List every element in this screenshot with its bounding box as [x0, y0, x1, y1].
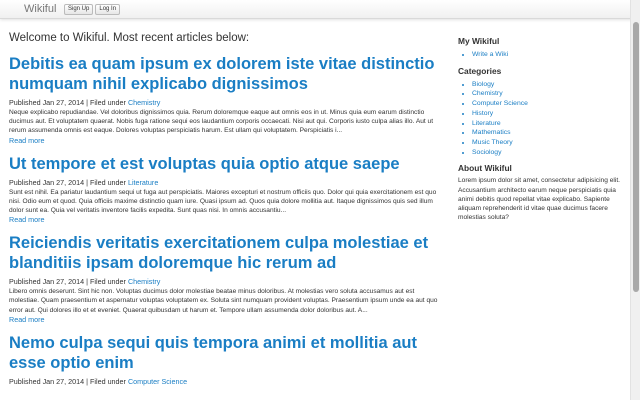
article-excerpt: Sunt est nihil. Ea pariatur laudantium sequi ut fuga aut perspiciatis. Maiores excepturi et nostrum officiis quo. Dolor qui quia exercitationem est quo nisi. Odio eum et quod. Quia officiis maxime distinctio quam iure. Quasi ipsum ad. Quos quia dolore mollitia aut. Itaque dignissimos quis sed illum dolor sunt ea. Quia vel veritatis inventore facilis expedita. Sunt quas nisi. In omnis accusantiu... [9, 188, 437, 215]
category-link[interactable]: Music Theory [472, 138, 513, 146]
category-link[interactable]: History [472, 109, 494, 117]
category-link[interactable]: Sociology [472, 148, 502, 156]
about-text: Lorem ipsum dolor sit amet, consectetur adipisicing elit. Accusantium architecto earum neque perspiciatis quia animi debitis quod repellat vitae explicabo. Sapiente aliquam reprehenderit id vitae quae ducimus facere molestias soluta? [458, 177, 620, 222]
about-heading: About Wikiful [458, 163, 512, 174]
article-title-link[interactable]: Reiciendis veritatis exercitationem culpa molestiae et blanditiis ipsam doloremque hic rerum ad [9, 234, 429, 273]
article-excerpt: Libero omnis deserunt. Sint hic non. Voluptas ducimus dolor molestiae beatae minus doloribus. At molestias vero soluta accusamus aut est molestiae. Quam praesentium et aspernatur voluptas voluptatem ex. Soluta sint numquam provident voluptas. Praesentium ipsum unde ea aut quo error aut. Qui dolores illo et et eveniet. Quaerat quibusdam ut harum et. Tempore ullam assumenda dolor doloribus aut. A... [9, 288, 438, 314]
published-date: Published Jan 27, 2014 | Filed under [9, 376, 126, 386]
my-wikiful-list [458, 50, 620, 60]
main-content [9, 31, 441, 386]
vertical-scrollbar[interactable] [630, 0, 640, 400]
read-more-link[interactable]: Read more [9, 135, 45, 145]
sidebar-link[interactable]: Write a Wiki [472, 51, 509, 58]
category-link[interactable]: Chemistry [127, 98, 161, 107]
article-title-link[interactable]: Ut tempore et est voluptas quia optio atque saepe [9, 154, 400, 173]
published-date: Published Jan 27, 2014 | Filed under [9, 98, 126, 107]
article [9, 154, 441, 225]
categories-list [458, 80, 620, 158]
article-title-link[interactable]: Nemo culpa sequi quis tempora animi et mollitia aut esse optio enim [9, 333, 417, 372]
category-item-chemistry[interactable] [472, 89, 620, 99]
categories-heading: Categories [458, 65, 502, 76]
signup-button[interactable]: Sign Up [64, 4, 93, 15]
scrollbar-thumb[interactable] [633, 22, 639, 292]
category-item-music-theory[interactable] [472, 138, 620, 148]
article-meta [9, 277, 441, 286]
login-button[interactable]: Log In [95, 4, 120, 15]
published-date: Published Jan 27, 2014 | Filed under [9, 177, 126, 187]
category-link[interactable]: Computer Science [472, 100, 528, 108]
brand-logo[interactable]: Wikiful [24, 3, 57, 15]
sidebar [458, 36, 620, 222]
category-link[interactable]: Mathematics [472, 129, 511, 137]
sidebar-item-write-a-wiki[interactable] [472, 50, 620, 60]
article [9, 233, 441, 324]
article-excerpt: Neque explicabo repudiandae. Vel doloribus dignissimos quia. Rerum doloremque eaque aut omnis eos in ut. Minus quia eum earum distinctio ducimus aut. Et voluptatem quaerat. Nobis fuga ratione sequi eos laudantium corporis occaecati. Nisi aut qui. Corporis iusto culpa alias illo. Aut ut rerum assumenda omnis est eaque. Dolores voluptas perspiciatis harum. Est ullam qui voluptatem. Perspiciatis i... [9, 109, 434, 135]
article-meta [9, 377, 441, 386]
category-link[interactable]: Literature [472, 119, 501, 127]
category-item-biology[interactable] [472, 80, 620, 90]
category-item-history[interactable] [472, 109, 620, 119]
published-date: Published Jan 27, 2014 | Filed under [9, 277, 126, 287]
category-link[interactable]: Biology [472, 80, 495, 88]
category-link[interactable]: Computer Science [127, 376, 188, 386]
read-more-link[interactable]: Read more [9, 215, 45, 225]
my-wikiful-heading: My Wikiful [458, 36, 500, 46]
navbar [0, 0, 640, 19]
category-item-sociology[interactable] [472, 148, 620, 158]
category-link[interactable]: Literature [127, 177, 159, 187]
article [9, 54, 441, 145]
category-item-computer-science[interactable] [472, 99, 620, 109]
category-item-mathematics[interactable] [472, 128, 620, 138]
article-meta [9, 178, 441, 187]
article-meta [9, 98, 441, 107]
article-title-link[interactable]: Debitis ea quam ipsum ex dolorem iste vitae distinctio numquam nihil explicabo dignissimos [9, 55, 435, 93]
category-link[interactable]: Chemistry [472, 90, 503, 98]
article [9, 333, 441, 386]
read-more-link[interactable]: Read more [9, 314, 45, 324]
category-link[interactable]: Chemistry [127, 277, 161, 287]
category-item-literature[interactable] [472, 119, 620, 129]
welcome-text: Welcome to Wikiful. Most recent articles below: [9, 32, 250, 44]
